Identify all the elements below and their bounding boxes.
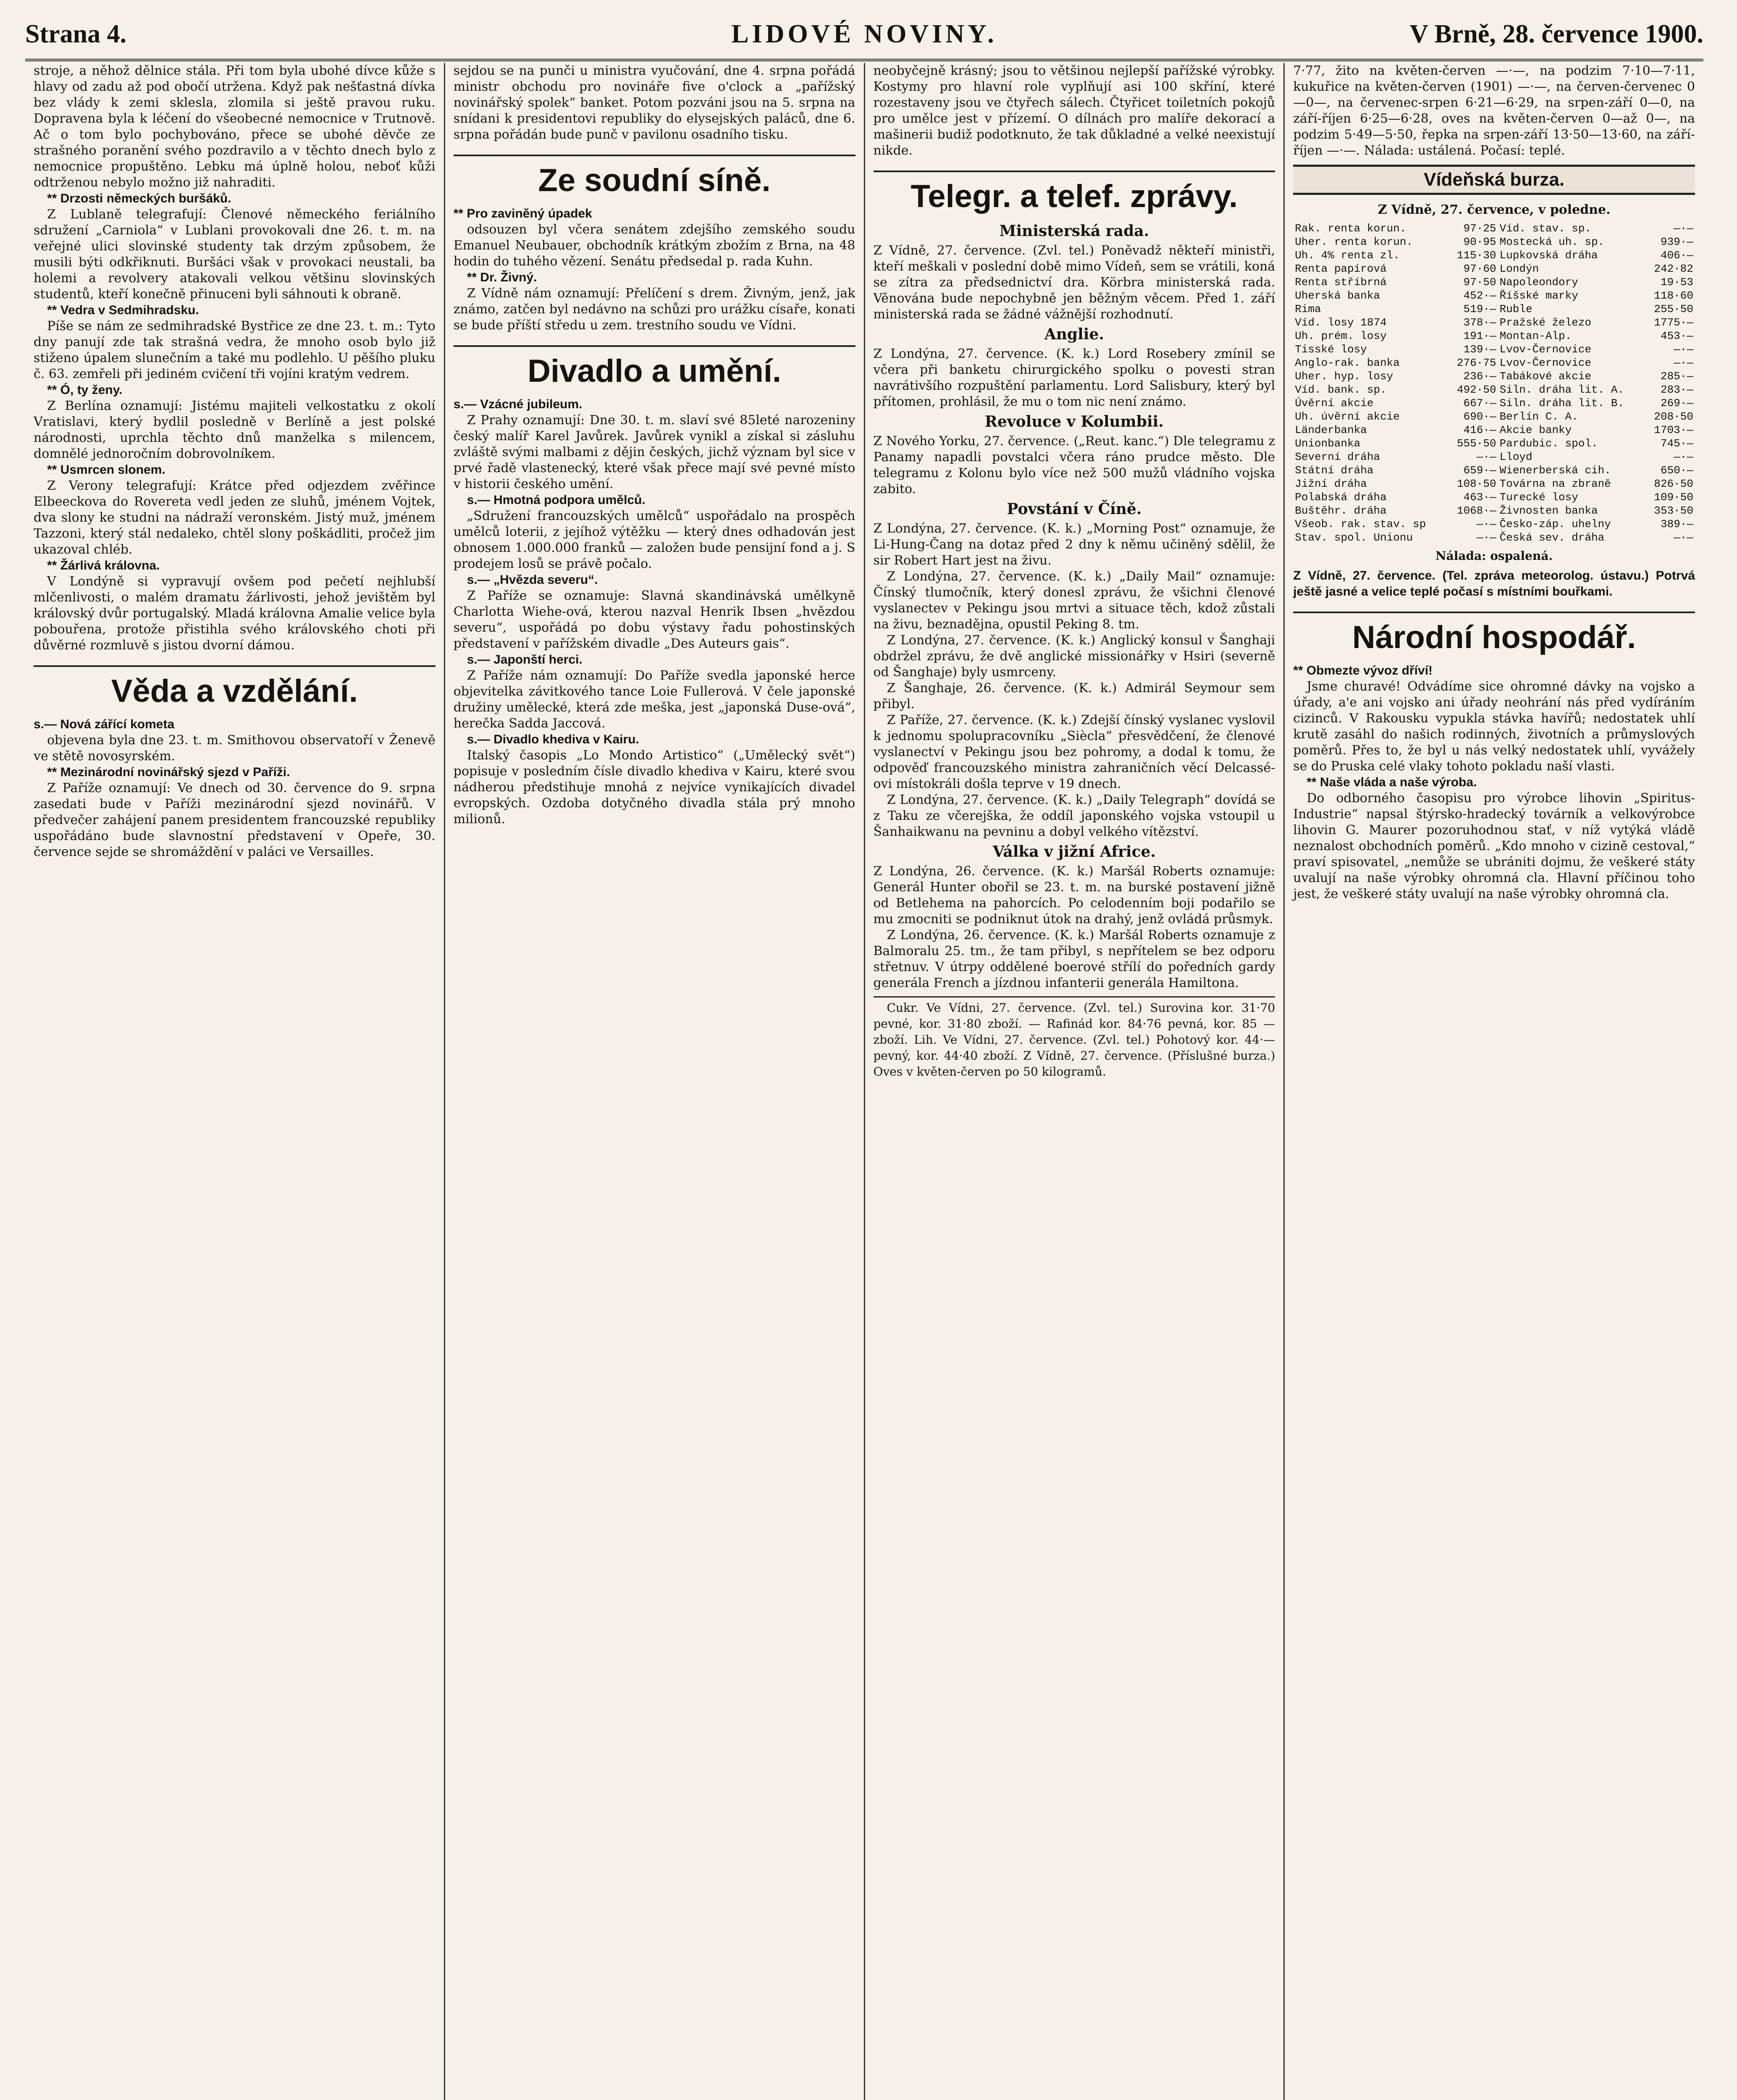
exchange-security: Víd. stav. sp. bbox=[1499, 222, 1592, 235]
exchange-security: Turecké losy bbox=[1499, 491, 1578, 504]
section-title-telegraph: Telegr. a telef. zprávy. bbox=[874, 171, 1275, 216]
exchange-row bbox=[1293, 289, 1695, 302]
exchange-value: 118·60 bbox=[1654, 289, 1693, 302]
exchange-security: Renta stříbrná bbox=[1295, 276, 1387, 289]
exchange-value: 406·— bbox=[1660, 249, 1693, 262]
exchange-security: Renta papírová bbox=[1295, 262, 1387, 275]
exchange-row bbox=[1293, 410, 1695, 423]
article-text: Z Londýna, 27. července. (K. k.) „Daily Telegraph“ dovídá se z Taku ze včerejška, že oddíl japonského vojska vstoupil u Šanhaikwanu na pevninu a dobyl velkého vítězství. bbox=[873, 793, 1275, 839]
subsection-heading: Revoluce v Kolumbii. bbox=[984, 413, 1164, 430]
exchange-security: Unionbanka bbox=[1295, 437, 1361, 450]
exchange-security: Länderbanka bbox=[1295, 424, 1367, 436]
exchange-security: Montan-Alp. bbox=[1499, 330, 1572, 342]
exchange-value: —·— bbox=[1476, 518, 1496, 530]
exchange-security: Uh. prém. losy bbox=[1295, 330, 1387, 342]
article-heading: s.— „Hvězda severu“. bbox=[467, 573, 598, 587]
exchange-value: 659·— bbox=[1463, 464, 1496, 477]
exchange-security: Tabákové akcie bbox=[1499, 370, 1592, 383]
exchange-security: Rak. renta korun. bbox=[1295, 222, 1406, 235]
article-text: Píše se nám ze sedmihradské Bystřice ze dne 23. t. m.: Tyto dny panují zde tak strašná vedra, že mnoho osob bylo již stiženo úpalem slunečním a také mu podlehlo. U pěšího pluku č. 63. zemřeli při jediném cvičení tři vojíni kratým vedrem. bbox=[34, 319, 436, 381]
exchange-value: 416·— bbox=[1463, 424, 1496, 436]
exchange-security: Továrna na zbraně bbox=[1499, 478, 1611, 490]
newspaper-title: LIDOVÉ NOVINY. bbox=[731, 19, 997, 48]
exchange-table bbox=[1293, 222, 1695, 544]
exchange-row bbox=[1293, 423, 1695, 437]
exchange-value: 1775·— bbox=[1654, 316, 1693, 329]
article-heading: s.— Japonští herci. bbox=[467, 653, 582, 667]
market-report: Cukr. Ve Vídni, 27. července. (Zvl. tel.) Surovina kor. 31·70 pevné, kor. 31·80 zboží. — Rafinád kor. 84·76 pevná, kor. 85 — zboží. Lih. Ve Vídni, 27. července. (Zvl. tel.) Pohotový kor. 44·— pevný, kor. 44·40 zboží. Z Vídně, 27. července. (Příslušné burza.) Oves v květen-červen po 50 kilogramů. bbox=[874, 996, 1275, 1080]
weather-report: Z Vídně, 27. července. (Tel. zpráva meteorolog. ústavu.) Potrvá ještě jasné a velice teplé počasí s místními bouřkami. bbox=[1293, 569, 1695, 598]
exchange-value: —·— bbox=[1674, 357, 1693, 369]
columns bbox=[25, 63, 1703, 2100]
exchange-security: Říšské marky bbox=[1499, 289, 1578, 302]
section-title-science: Věda a vzdělání. bbox=[34, 665, 436, 711]
article-text: Z Nového Yorku, 27. července. („Reut. kanc.“) Dle telegramu z Panamy napadli povstalci včera ráno prudce město. Dle telegramu z Kolonu bylo více než 500 mužů vládního vojska zabito. bbox=[873, 434, 1275, 496]
exchange-row bbox=[1293, 396, 1695, 410]
exchange-security: Uh. úvěrní akcie bbox=[1295, 410, 1400, 423]
exchange-security: Tisské losy bbox=[1295, 343, 1367, 356]
market-mood: Nálada: ospalená. bbox=[1435, 549, 1553, 563]
article-text: objevena byla dne 23. t. m. Smithovou observatoří v Ženevě ve stětě novosyrském. bbox=[34, 733, 436, 764]
subsection-heading: Povstání v Číně. bbox=[1007, 500, 1142, 518]
exchange-security: Lvov-Černovice bbox=[1499, 343, 1592, 356]
article-heading: ** Usmrcen slonem. bbox=[47, 463, 165, 477]
article-text: Z Londýna, 27. července. (K. k.) „Morning Post“ oznamuje, že Li-Hung-Čang na dotaz před 2 dny k němu učiněný sdělil, že sir Robert Hart jest na živu. bbox=[873, 521, 1275, 568]
exchange-security: Wienerberská cih. bbox=[1499, 464, 1611, 477]
exchange-security: Uherská banka bbox=[1295, 289, 1380, 302]
article-text: Z Paříže oznamují: Ve dnech od 30. července do 9. srpna zasedati bude v Paříži mezinárodní sjezd novinářů. V předvečer zahájení panem presidentem francouzské republiky uspořádáno bude slavnostní představení v Opeře, 30. července sejde se shromáždění v paláci ve Versailles. bbox=[34, 781, 436, 859]
article-heading: s.— Nová zářící kometa bbox=[34, 717, 175, 731]
exchange-row bbox=[1293, 222, 1695, 235]
exchange-value: 745·— bbox=[1660, 437, 1693, 450]
article-text: „Sdružení francouzských umělců“ uspořádalo na prospěch umělců loterii, z jejíhož výtěžku — který dnes odhadován jest obnosem 1.000.000 franků — založen bude pensijní fond a j. S prodejem losů se právě počalo. bbox=[453, 509, 855, 571]
article-heading: ** Pro zaviněný úpadek bbox=[453, 207, 592, 220]
exchange-value: 97·50 bbox=[1463, 276, 1496, 289]
exchange-row bbox=[1293, 517, 1695, 531]
exchange-security: Ruble bbox=[1499, 303, 1532, 315]
exchange-row bbox=[1293, 531, 1695, 544]
exchange-security: Jižní dráha bbox=[1295, 478, 1367, 490]
article-heading: s.— Divadlo khediva v Kairu. bbox=[467, 732, 639, 746]
exchange-security: Lvov-Černovice bbox=[1499, 357, 1592, 369]
article-heading: ** Dr. Živný. bbox=[467, 270, 537, 284]
article-text: sejdou se na punči u ministra vyučování, dne 4. srpna pořádá ministr obchodu pro novináře five o'clock a „pařížský novinářský spolek“ banket. Potom pozváni jsou na 5. srpna na snídani k presidentovi republiky do elysejských paláců, dne 6. srpna pořádán bude punč v pavilonu osadního tisku. bbox=[453, 63, 855, 142]
exchange-security: Státní dráha bbox=[1295, 464, 1374, 477]
exchange-row bbox=[1293, 235, 1695, 249]
exchange-value: 492·50 bbox=[1457, 383, 1496, 396]
exchange-row bbox=[1293, 383, 1695, 396]
exchange-value: 939·— bbox=[1660, 236, 1693, 248]
exchange-security: Berlín C. A. bbox=[1499, 410, 1578, 423]
article-text: Z Londýna, 26. července. (K. k.) Maršál Roberts oznamuje z Balmoralu 25. tm., že tam přibyl, s nepřítelem se bez odporu střetnuv. V útrpy oddělené boerové střílí do poředních gardy generála French a jízdnou infanterii generála Hamiltona. bbox=[873, 928, 1275, 990]
exchange-security: Uher. renta korun. bbox=[1295, 236, 1413, 248]
section-title-court: Ze soudní síně. bbox=[454, 155, 855, 200]
exchange-value: 453·— bbox=[1660, 330, 1693, 342]
exchange-security: Pardubic. spol. bbox=[1499, 437, 1598, 450]
exchange-security: Londýn bbox=[1499, 262, 1539, 275]
masthead bbox=[25, 9, 1703, 61]
exchange-value: 826·50 bbox=[1654, 478, 1693, 490]
exchange-security: Víd. losy 1874 bbox=[1295, 316, 1387, 329]
article-text: Z Lublaně telegrafují: Členové německého feriálního sdružení „Carniola“ v Lublani provokovali dne 26. t. m. na veřejné ulici slovinské studenty tak drzým způsobem, že musili býti odkřiknuti. Buršáci však v provokaci neustali, ba holemi a revolvery atakovali velkou většinu slovinských studentů, kteří konečně přinuceni byli sáhnouti k obraně. bbox=[34, 207, 436, 302]
exchange-value: 208·50 bbox=[1654, 410, 1693, 423]
section-title-stock-exchange: Vídeňská burza. bbox=[1293, 165, 1695, 195]
article-text: 7·77, žito na květen-červen —·—, na podzim 7·10—7·11, kukuřice na květen-červen (1901) —·—, na červen-červenec 0—0—, na červenec-srpen 6·21—6·29, na srpen-září 0—0, na září-říjen 6·25—6·28, oves na květen-červen 0—až 0—, na podzim 5·49—5·50, řepka na srpen-září 13·50—13·60, na září-říjen —·—. Nálada: ustálená. Počasí: teplé. bbox=[1293, 63, 1695, 158]
exchange-row bbox=[1293, 370, 1695, 383]
exchange-value: 378·— bbox=[1463, 316, 1496, 329]
exchange-value: 690·— bbox=[1463, 410, 1496, 423]
article-heading: ** Mezinárodní novinářský sjezd v Paříži. bbox=[47, 765, 290, 779]
exchange-security: Polabská dráha bbox=[1295, 491, 1387, 504]
exchange-value: —·— bbox=[1476, 531, 1496, 544]
article-text: Z Verony telegrafují: Krátce před odjezdem zvěřince Elbeeckova do Rovereta vedl jeden ze sluhů, jménem Vojtek, dva slony ke studni na nádraží veronském. Jistý muž, jménem Tazzoni, který stál nedaleko, chtěl slony poškádliti, pročež jim ukazoval chléb. bbox=[34, 478, 436, 557]
exchange-value: 139·— bbox=[1463, 343, 1496, 356]
section-title-economy: Národní hospodář. bbox=[1293, 612, 1695, 657]
exchange-security: Rima bbox=[1295, 303, 1321, 315]
exchange-value: 191·— bbox=[1463, 330, 1496, 342]
exchange-value: 463·— bbox=[1463, 491, 1496, 504]
exchange-value: 109·50 bbox=[1654, 491, 1693, 504]
exchange-row bbox=[1293, 316, 1695, 329]
exchange-security: Česká sev. dráha bbox=[1499, 531, 1605, 544]
exchange-security: Všeob. rak. stav. sp bbox=[1295, 518, 1426, 530]
exchange-value: 115·30 bbox=[1457, 249, 1496, 262]
article-text: Italský časopis „Lo Mondo Artistico“ („Umělecký svět“) popisuje v posledním čísle divadlo khediva v Kairu, které svou nádherou předstihuje mnohá z nejvíce vynikajících divadel evropských. Ozdoba dotyčného divadla stála prý mnoho milionů. bbox=[453, 748, 855, 827]
exchange-row bbox=[1293, 276, 1695, 289]
exchange-value: 90·95 bbox=[1463, 236, 1496, 248]
exchange-row bbox=[1293, 477, 1695, 491]
exchange-value: —·— bbox=[1674, 222, 1693, 235]
article-text: Z Paříže, 27. července. (K. k.) Zdejší čínský vyslanec vyslovil k jednomu spolupracovníku „Siècla“ přesvědčení, že členové vyslanectví v Pekingu jsou bez pohromy, a dodal k tomu, že odpověď francouzského ministra zahraničních věcí Delcassé-ovi místokráli došla teprve v 19 dnech. bbox=[873, 713, 1275, 791]
exchange-value: —·— bbox=[1674, 451, 1693, 463]
exchange-value: 285·— bbox=[1660, 370, 1693, 383]
exchange-security: Lupkovská dráha bbox=[1499, 249, 1598, 262]
article-text: Z Londýna, 27. července. (K. k.) Lord Rosebery zmínil se včera při banketu chirurgického spolku o povesti stran navrátivšího rozpuštění parlamentu. Lord Salisbury, který byl přítomen, prohlásil, že mu o tom nic není známo. bbox=[873, 346, 1275, 409]
article-text: Z Berlína oznamují: Jistému majiteli velkostatku z okolí Vratislavi, který bydlil posledně v Berlíně a jest polské národnosti, uprchla těchto dnů manželka s milencem, domnělé jednoročním dobrovolníkem. bbox=[34, 399, 436, 461]
exchange-value: 389·— bbox=[1660, 518, 1693, 530]
exchange-value: 555·50 bbox=[1457, 437, 1496, 450]
exchange-value: 108·50 bbox=[1457, 478, 1496, 490]
exchange-value: 650·— bbox=[1660, 464, 1693, 477]
exchange-security: Víd. bank. sp. bbox=[1295, 383, 1387, 396]
exchange-value: 97·60 bbox=[1463, 262, 1496, 275]
column-4 bbox=[1285, 63, 1703, 2100]
article-heading: s.— Vzácné jubileum. bbox=[453, 397, 582, 411]
exchange-value: 97·25 bbox=[1463, 222, 1496, 235]
exchange-security: Siln. dráha lit. A. bbox=[1499, 383, 1624, 396]
column-1 bbox=[25, 63, 445, 2100]
exchange-row bbox=[1293, 491, 1695, 504]
exchange-security: Severní dráha bbox=[1295, 451, 1380, 463]
article-heading: ** Vedra v Sedmihradsku. bbox=[47, 303, 199, 317]
article-text: Z Paříže se oznamuje: Slavná skandinávská umělkyně Charlotta Wiehe-ová, kterou nazval Henrik Ibsen „hvězdou severu“, uspořádá po dobu výstavy řadu pohostinských představení v pařížském divadle „Des Auteurs gais“. bbox=[453, 588, 855, 651]
article-text: Jsme churavé! Odvádíme sice ohromné dávky na vojsko a úřady, a'e ani vojsko ani úřady neohrání nás před vydíráním cizinců. V Rakousku vypukla stávka havířů; nedostatek uhlí krutě zasáhl do našich rodinných, životních a průmyslových poměrů. Přes to, že byl u nás velký nedostatek uhlí, vyvážely se do Pruska celé vlaky tohoto pokladu naší vlasti. bbox=[1293, 679, 1695, 774]
article-text: Z Londýna, 27. července. (K. k.) „Daily Mail“ oznamuje: Čínský tlumočník, který donesl zprávu, že všichni členové vyslanectev v Pekingu jsou mrtvi a situace těch, kdož zůstali na živu, beznadějna, opustil Peking 8. tm. bbox=[873, 569, 1275, 632]
exchange-value: 353·50 bbox=[1654, 504, 1693, 517]
exchange-row bbox=[1293, 437, 1695, 450]
issue-date: V Brně, 28. července 1900. bbox=[1409, 19, 1703, 48]
column-3 bbox=[865, 63, 1285, 2100]
exchange-dateline: Z Vídně, 27. července, v poledne. bbox=[1378, 202, 1611, 217]
article-text: Do odborného časopisu pro výrobce lihovin „Spiritus-Industrie“ napsal štýrsko-hradecký továrník a velkovýrobce lihovin G. Maurer pozoruhodnou stať, v níž vytýká vládě neznalost obchodních poměrů. „Kdo mnoho v cizině cestoval,“ praví spisovatel, „nemůže se ubrániti dojmu, že veškeré státy uvalují na naše výrobky ohromná cla. Hlavní příčinou toho jest, že veškeré státy uvalují na naše výrobky ohromná cla. bbox=[1293, 791, 1695, 901]
column-2 bbox=[445, 63, 865, 2100]
article-heading: ** Drzosti německých buršáků. bbox=[47, 192, 231, 205]
article-heading: ** Žárlivá královna. bbox=[47, 559, 160, 572]
article-text: Z Vídně, 27. července. (Zvl. tel.) Poněvadž někteří ministři, kteří meškali v poslední době mimo Vídeň, sem se vrátili, koná se zítra za předsednictví dra. Körbra ministerská rada. Věnována bude nepochybně jen běžným věcem. Před 1. září ministerská rada se žádné vážnější rozhodnutí. bbox=[873, 243, 1275, 322]
exchange-row bbox=[1293, 464, 1695, 477]
subsection-heading: Anglie. bbox=[1044, 326, 1104, 343]
article-text: odsouzen byl včera senátem zdejšího zemského soudu Emanuel Neubauer, obchodník krátkým zbožím z Brna, na 48 hodin do tuhého vězení. Senátu předsedal p. rada Kuhn. bbox=[453, 222, 855, 269]
exchange-value: 242·82 bbox=[1654, 262, 1693, 275]
exchange-value: 19·53 bbox=[1660, 276, 1693, 289]
exchange-value: 255·50 bbox=[1654, 303, 1693, 315]
exchange-security: Akcie banky bbox=[1499, 424, 1572, 436]
exchange-security: Anglo-rak. banka bbox=[1295, 357, 1400, 369]
exchange-security: Živnosten banka bbox=[1499, 504, 1598, 517]
exchange-security: Mostecká uh. sp. bbox=[1499, 236, 1605, 248]
exchange-value: 1068·— bbox=[1457, 504, 1496, 517]
exchange-security: Buštěhr. dráha bbox=[1295, 504, 1387, 517]
article-heading: s.— Hmotná podpora umělců. bbox=[467, 493, 645, 507]
exchange-security: Uher. hyp. losy bbox=[1295, 370, 1393, 383]
exchange-security: Uh. 4% renta zl. bbox=[1295, 249, 1400, 262]
exchange-value: 1703·— bbox=[1654, 424, 1693, 436]
article-text: Z Paříže nám oznamují: Do Paříže svedla japonské herce objevitelka závitkového tance Loie Fullerová. V čele japonské družiny umělecké, která zde meška, jest „japonská Duse-ová“, herečka Sadda Jaccová. bbox=[453, 668, 855, 731]
exchange-security: Napoleondory bbox=[1499, 276, 1578, 289]
exchange-row bbox=[1293, 343, 1695, 356]
section-title-theatre: Divadlo a umění. bbox=[454, 345, 855, 391]
exchange-row bbox=[1293, 249, 1695, 262]
article-text: Z Prahy oznamují: Dne 30. t. m. slaví své 85leté narozeniny český malíř Karel Javůrek. Javůrek vynikl a získal si zásluhu zvláště svými malbami z dějin českých, jichž význam byl sice v prvé řadě vlastenecký, které však přece mají své pevné místo v historii českého umění. bbox=[453, 413, 855, 491]
exchange-security: Úvěrní akcie bbox=[1295, 397, 1374, 410]
article-text: Z Londýna, 27. července. (K. k.) Anglický konsul v Šanghaji obdržel zprávu, že dvě anglické missionářky v Hsiri (severně od Šanghaje) byly usmrceny. bbox=[873, 633, 1275, 680]
exchange-value: 236·— bbox=[1463, 370, 1496, 383]
article-text: Z Vídně nám oznamují: Přelíčení s drem. Živným, jenž, jak známo, zatčen byl nedávno na schůzi pro urážku císaře, konati se bude příští středu u zem. trestního soudu ve Vídni. bbox=[453, 286, 855, 333]
exchange-value: 269·— bbox=[1660, 397, 1693, 410]
exchange-security: Siln. dráha lit. B. bbox=[1499, 397, 1624, 410]
article-text: Z Šanghaje, 26. července. (K. k.) Admirál Seymour sem přibyl. bbox=[873, 681, 1275, 711]
exchange-row bbox=[1293, 262, 1695, 276]
article-heading: ** Naše vláda a naše výroba. bbox=[1307, 775, 1477, 789]
exchange-value: —·— bbox=[1476, 451, 1496, 463]
article-heading: ** Obmezte vývoz dříví! bbox=[1293, 664, 1433, 677]
exchange-value: 519·— bbox=[1463, 303, 1496, 315]
article-text: V Londýně si vypravují ovšem pod pečetí nejhlubší mlčenlivosti, o malém dramatu žárlivosti, jehož jevištěm byl královský dvůr portugalský. Mladá královna Amalie velice byla pobouřena, protože přistihla svého královského choti při důvěrné rozmluvě s jistou dvorní dámou. bbox=[34, 574, 436, 653]
subsection-heading: Válka v jižní Africe. bbox=[992, 843, 1156, 861]
exchange-row bbox=[1293, 504, 1695, 517]
exchange-value: 667·— bbox=[1463, 397, 1496, 410]
article-text: neobyčejně krásný; jsou to většinou nejlepší pařížské výrobky. Kostymy pro hlavní role vyplňují asi 100 skříní, které rozestaveny jsou ve čtyřech sálech. Čtyřicet toiletních pokojů pro umělce jest v přízemí. O dílnách pro malíře dekorací a mašinerii budiž podotknuto, že tak důkladné a velké neexistují nikde. bbox=[873, 63, 1275, 158]
article-text: stroje, a něhož dělnice stála. Při tom byla ubohé dívce kůže s hlavy od zadu až pod obočí utržena. Když pak nešťastná dívka bez vlády k zemi sklesla, zlomila si ještě pravou ruku. Dopravena byla k léčení do všeobecné nemocnice v Trutnově. Ač o tom bylo pochybováno, přece se ubohé děvče ze strašného poranění svého pozdravilo a v těchto dnech bylo z nemocnice propuštěno. Lebku má úplně holou, neboť kůži odtrženou nebylo možno již nahraditi. bbox=[34, 63, 436, 190]
exchange-security: Lloyd bbox=[1499, 451, 1532, 463]
page-number: Strana 4. bbox=[25, 19, 127, 48]
exchange-value: —·— bbox=[1674, 343, 1693, 356]
subsection-heading: Ministerská rada. bbox=[999, 222, 1149, 240]
exchange-row bbox=[1293, 356, 1695, 370]
exchange-security: Česko-záp. uhelny bbox=[1499, 518, 1611, 530]
exchange-row bbox=[1293, 450, 1695, 464]
exchange-security: Stav. spol. Unionu bbox=[1295, 531, 1413, 544]
article-text: Z Londýna, 26. července. (K. k.) Maršál Roberts oznamuje: Generál Hunter obořil se 23. t. m. na burské postavení jižně od Betlehema na pahorcích. Po celodenním boji podařilo se mu zmocniti se podniknut útok na drahý, jenž ovládá průsmyk. bbox=[873, 864, 1275, 927]
exchange-value: 452·— bbox=[1463, 289, 1496, 302]
article-heading: ** Ó, ty ženy. bbox=[47, 383, 123, 397]
exchange-row bbox=[1293, 302, 1695, 316]
exchange-value: 283·— bbox=[1660, 383, 1693, 396]
exchange-row bbox=[1293, 329, 1695, 343]
exchange-value: 276·75 bbox=[1457, 357, 1496, 369]
exchange-security: Pražské železo bbox=[1499, 316, 1592, 329]
exchange-value: —·— bbox=[1674, 531, 1693, 544]
